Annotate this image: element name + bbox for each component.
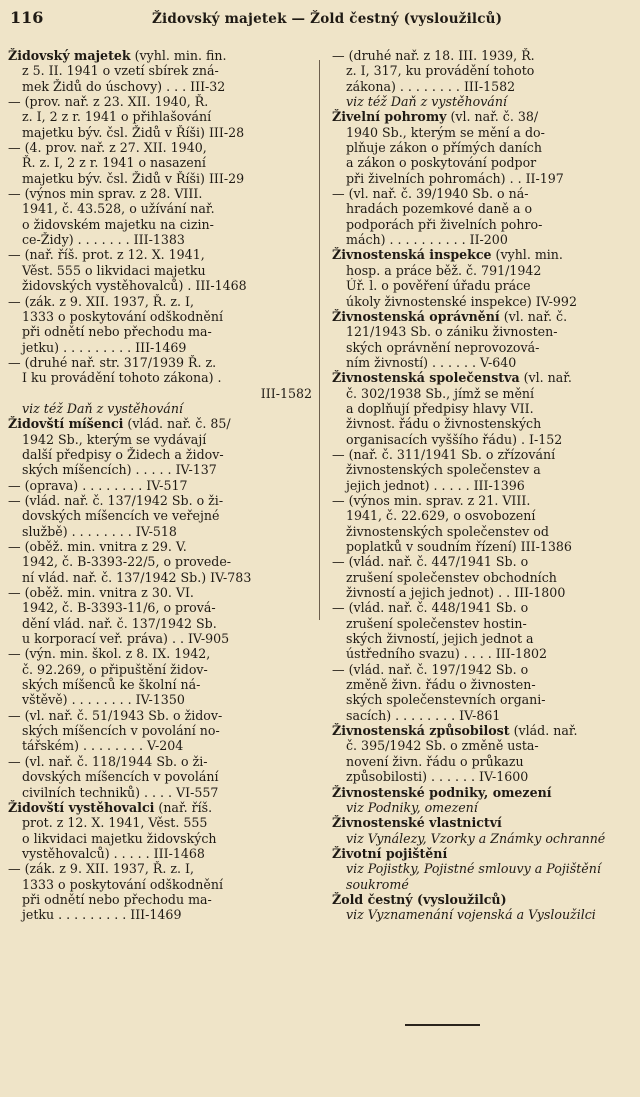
entry-line: — (druhé nař. z 18. III. 1939, Ř. xyxy=(332,48,535,63)
running-head: Židovský majetek — Žold čestný (vysloužilců) xyxy=(152,11,503,27)
index-entry xyxy=(8,800,312,861)
entry-line: civilních techniků) . . . . VI-557 xyxy=(22,784,219,800)
index-entry xyxy=(332,600,634,661)
see-also-ref: viz Podniky, omezení xyxy=(346,799,478,815)
entry-text: (vlád. nař. č. 85/ xyxy=(123,416,231,432)
index-entry xyxy=(8,94,312,140)
entry-line: zrušení společenstev hostin- xyxy=(346,615,527,631)
entry-line: tářském) . . . . . . . . V-204 xyxy=(22,738,184,754)
entry-line: o židovském majetku na cizin- xyxy=(22,216,214,232)
entry-line: Úř. l. o pověření úřadu práce xyxy=(346,278,531,294)
entry-line: — (vlád. nař. č. 137/1942 Sb. o ži- xyxy=(8,492,224,508)
entry-text: (vl. nař. č. 38/ xyxy=(446,109,539,125)
entry-line: — (vl. nař. č. 118/1944 Sb. o ži- xyxy=(8,753,208,769)
entry-line: 1333 o poskytování odškodnění xyxy=(22,876,223,892)
entry-heading: Živnostenská inspekce xyxy=(332,247,492,263)
entry-line: živnostenských společenstev od xyxy=(346,523,549,539)
entry-line: při odnětí nebo přechodu ma- xyxy=(22,324,212,340)
entry-line: — (vl. nař. č. 51/1943 Sb. o židov- xyxy=(8,707,223,723)
entry-heading: Živelní pohromy xyxy=(332,109,447,125)
entry-first-line xyxy=(332,815,634,830)
entry-line: způsobilosti) . . . . . . IV-1600 xyxy=(346,769,529,785)
index-entry xyxy=(332,493,634,554)
entry-line: 1942, č. B-3393-22/5, o provede- xyxy=(22,554,232,570)
entry-line: vštěvě) . . . . . . . . IV-1350 xyxy=(22,692,185,708)
entry-line: jetku . . . . . . . . . III-1469 xyxy=(22,907,182,923)
entry-line: ských živností, jejich jednot a xyxy=(346,631,534,647)
entry-first-line xyxy=(8,48,312,63)
entry-line: a doplňují předpisy hlavy VII. xyxy=(346,400,534,416)
entry-line: další předpisy o Židech a židov- xyxy=(22,446,224,462)
entry-text: (vlád. nař. xyxy=(509,723,578,739)
index-entry xyxy=(8,861,312,922)
entry-line: Ř. z. I, 2 z r. 1941 o nasazení xyxy=(22,155,206,171)
entry-heading: Živnostenské vlastnictví xyxy=(332,815,502,831)
entry-heading: Židovský majetek xyxy=(8,48,131,63)
entry-text: (vl. nař. xyxy=(519,370,572,386)
entry-line: sacích) . . . . . . . . IV-861 xyxy=(346,707,501,723)
entry-first-line xyxy=(332,370,634,385)
entry-line: židovských vystěhovalců) . III-1468 xyxy=(22,278,247,294)
index-entry xyxy=(332,815,634,846)
entry-line: dovských míšencích v povolání xyxy=(22,769,219,785)
entry-heading: Židovští vystěhovalci xyxy=(8,799,155,815)
see-also-ref: viz Vyznamenání vojenská a Vysloužilci xyxy=(346,907,596,923)
entry-line: — (vlád. nař. č. 197/1942 Sb. o xyxy=(332,661,529,677)
entry-line: jejich jednot) . . . . . III-1396 xyxy=(346,477,525,493)
index-entry xyxy=(8,478,312,493)
entry-line: při odnětí nebo přechodu ma- xyxy=(22,891,212,907)
entry-line: a zákon o poskytování podpor xyxy=(346,155,537,171)
index-entry xyxy=(8,708,312,754)
index-entry xyxy=(8,416,312,477)
entry-line: zákona) . . . . . . . . III-1582 xyxy=(346,78,516,94)
page-header xyxy=(10,8,628,32)
entry-line: službě) . . . . . . . . IV-518 xyxy=(22,523,177,539)
entry-line: mách) . . . . . . . . . . II-200 xyxy=(346,232,508,248)
entry-line: ských míšencích) . . . . . IV-137 xyxy=(22,462,217,478)
entry-first-line xyxy=(332,723,634,738)
index-entry xyxy=(332,785,634,816)
entry-line: majetku býv. čsl. Židů v Říši) III-28 xyxy=(22,124,245,140)
entry-first-line xyxy=(332,785,634,800)
index-entry xyxy=(8,493,312,539)
entry-text: (vyhl. min. fin. xyxy=(130,48,227,63)
entry-line: 1333 o poskytování odškodnění xyxy=(22,308,223,324)
entry-line: č. 302/1938 Sb., jímž se mění xyxy=(346,385,535,401)
entry-first-line xyxy=(332,109,634,124)
entry-first-line xyxy=(332,309,634,324)
entry-line: — (zák. z 9. XII. 1937, Ř. z. I, xyxy=(8,861,195,877)
entry-line: ských oprávnění neprovozová- xyxy=(346,339,540,355)
entry-line: — (výnos min sprav. z 28. VIII. xyxy=(8,186,203,202)
index-entry xyxy=(332,370,634,447)
end-rule xyxy=(405,1024,480,1026)
entry-line: — (druhé nař. str. 317/1939 Ř. z. xyxy=(8,354,217,370)
index-entry xyxy=(332,309,634,370)
entry-line: vystěhovalců) . . . . . III-1468 xyxy=(22,845,205,861)
index-entry xyxy=(332,723,634,784)
entry-line: 1940 Sb., kterým se mění a do- xyxy=(346,124,545,140)
entry-text: (vl. nař. č. xyxy=(499,308,568,324)
entry-line: úkoly živnostenské inspekce) IV-992 xyxy=(346,293,577,309)
entry-line: zrušení společenstev obchodních xyxy=(346,569,557,585)
entry-line: podporách při živelních pohro- xyxy=(346,216,543,232)
index-entry xyxy=(8,48,312,94)
entry-line: — (prov. nař. z 23. XII. 1940, Ř. xyxy=(8,94,209,110)
entry-line: — (výn. min. škol. z 8. IX. 1942, xyxy=(8,646,211,662)
entry-line: ských míšenců ke školní ná- xyxy=(22,677,201,693)
see-also-ref: viz též Daň z vystěhování xyxy=(22,400,183,416)
entry-line: — (4. prov. nař. z 27. XII. 1940, xyxy=(8,140,207,156)
index-entry xyxy=(8,754,312,800)
index-entry xyxy=(332,94,634,109)
left-column xyxy=(8,48,312,923)
entry-line: u korporací veř. práva) . . IV-905 xyxy=(22,631,230,647)
entry-line: majetku býv. čsl. Židů v Říši) III-29 xyxy=(22,170,245,186)
entry-line: mek Židů do úschovy) . . . III-32 xyxy=(22,78,226,94)
index-entry xyxy=(8,539,312,585)
entry-line: III-1582 xyxy=(260,385,312,401)
entry-line: hradách pozemkové daně a o xyxy=(346,201,533,217)
index-entry xyxy=(332,892,634,923)
index-entry xyxy=(8,186,312,247)
entry-line: živností a jejich jednot) . . III-1800 xyxy=(346,585,566,601)
entry-line: — (vlád. nař. č. 447/1941 Sb. o xyxy=(332,554,529,570)
entry-line: ce-Židy) . . . . . . . III-1383 xyxy=(22,232,185,248)
entry-line: plňuje zákon o přímých daních xyxy=(346,140,542,156)
entry-line: o likvidaci majetku židovských xyxy=(22,830,217,846)
index-entry xyxy=(8,646,312,707)
entry-line: ním živností) . . . . . . V-640 xyxy=(346,354,517,370)
entry-line: 1941, č. 22.629, o osvobození xyxy=(346,508,536,524)
entry-first-line xyxy=(332,846,634,861)
entry-text: (nař. říš. xyxy=(154,799,213,815)
index-entry xyxy=(8,294,312,355)
entry-line: 1941, č. 43.528, o užívání nař. xyxy=(22,201,215,217)
entry-line: dovských míšencích ve veřejné xyxy=(22,508,220,524)
entry-line: 121/1943 Sb. o zániku živnosten- xyxy=(346,324,558,340)
entry-line: jetku) . . . . . . . . . III-1469 xyxy=(22,339,187,355)
page-number: 116 xyxy=(10,8,44,27)
index-entry xyxy=(332,109,634,186)
entry-line: živnost. řádu o živnostenských xyxy=(346,416,542,432)
index-entry xyxy=(332,48,634,94)
index-entry xyxy=(8,401,312,416)
entry-line: 1942 Sb., kterým se vydávají xyxy=(22,431,207,447)
entry-line: — (oběž. min. vnitra z 29. V. xyxy=(8,539,187,554)
index-entry xyxy=(332,186,634,247)
entry-line: hosp. a práce běž. č. 791/1942 xyxy=(346,262,542,278)
entry-line: I ku provádění tohoto zákona) . xyxy=(22,370,222,386)
entry-first-line xyxy=(8,800,312,815)
entry-heading: Židovští míšenci xyxy=(8,416,124,432)
right-column xyxy=(332,48,634,923)
entry-heading: Živnostenská způsobilost xyxy=(332,723,510,739)
entry-line: poplatků v soudním řízení) III-1386 xyxy=(346,539,572,554)
entry-line: prot. z 12. X. 1941, Věst. 555 xyxy=(22,815,208,831)
entry-line: č. 395/1942 Sb. o změně usta- xyxy=(346,738,539,754)
entry-line: ústředního svazu) . . . . III-1802 xyxy=(346,646,548,662)
index-entry xyxy=(8,355,312,401)
entry-line: změně živn. řádu o živnosten- xyxy=(346,677,536,693)
see-also-ref: viz Pojistky, Pojistné smlouvy a Pojištění soukromé xyxy=(346,861,601,892)
index-entry xyxy=(8,585,312,646)
entry-line: z 5. II. 1941 o vzetí sbírek zná- xyxy=(22,63,219,79)
entry-line: č. 92.269, o připuštění židov- xyxy=(22,661,208,677)
entry-heading: Žold čestný (vysloužilců) xyxy=(332,891,507,907)
index-entry xyxy=(332,447,634,493)
entry-line: při živelních pohromách) . . II-197 xyxy=(346,170,564,186)
entry-first-line xyxy=(332,892,634,907)
entry-line: z. I, 317, ku provádění tohoto xyxy=(346,63,535,79)
entry-heading: Živnostenské podniky, omezení xyxy=(332,784,552,800)
entry-line: dění vlád. nař. č. 137/1942 Sb. xyxy=(22,615,217,631)
index-entry xyxy=(332,554,634,600)
entry-line: Věst. 555 o likvidaci majetku xyxy=(22,262,206,278)
entry-line: ní vlád. nař. č. 137/1942 Sb.) IV-783 xyxy=(22,569,252,585)
entry-line: — (zák. z 9. XII. 1937, Ř. z. I, xyxy=(8,293,195,309)
index-entry xyxy=(332,247,634,308)
index-entry xyxy=(332,846,634,892)
entry-heading: Životní pojištění xyxy=(332,845,448,861)
entry-line: ských společenstevních organi- xyxy=(346,692,546,708)
entry-line: — (vlád. nař. č. 448/1941 Sb. o xyxy=(332,600,529,616)
entry-heading: Živnostenská oprávnění xyxy=(332,308,500,324)
entry-line: — (vl. nař. č. 39/1940 Sb. o ná- xyxy=(332,186,529,202)
entry-line: — (výnos min. sprav. z 21. VIII. xyxy=(332,492,531,508)
entry-line: organisacích vyššího řádu) . I-152 xyxy=(346,431,563,447)
entry-line: z. I, 2 z r. 1941 o přihlašování xyxy=(22,109,212,125)
entry-line: 1942, č. B-3393-11/6, o prová- xyxy=(22,600,216,616)
entry-line: novení živn. řádu o průkazu xyxy=(346,753,524,769)
index-entry xyxy=(8,247,312,293)
see-also-ref: viz též Daň z vystěhování xyxy=(346,94,507,110)
entry-line: — (oběž. min. vnitra z 30. VI. xyxy=(8,585,194,601)
entry-line: — (nař. č. 311/1941 Sb. o zřízování xyxy=(332,446,556,462)
entry-text: (vyhl. min. xyxy=(491,247,563,263)
column-divider xyxy=(319,60,320,620)
entry-first-line xyxy=(8,416,312,431)
index-entry xyxy=(332,662,634,723)
entry-line: — (nař. říš. prot. z 12. X. 1941, xyxy=(8,247,205,263)
see-also-ref: viz Vynálezy, Vzorky a Známky ochranné xyxy=(346,830,606,846)
entry-first-line xyxy=(332,247,634,262)
index-entry xyxy=(8,140,312,186)
entry-heading: Živnostenská společenstva xyxy=(332,370,520,386)
entry-line: — (oprava) . . . . . . . . IV-517 xyxy=(8,477,188,493)
entry-line: živnostenských společenstev a xyxy=(346,462,541,478)
entry-line: ských míšencích v povolání no- xyxy=(22,723,220,739)
